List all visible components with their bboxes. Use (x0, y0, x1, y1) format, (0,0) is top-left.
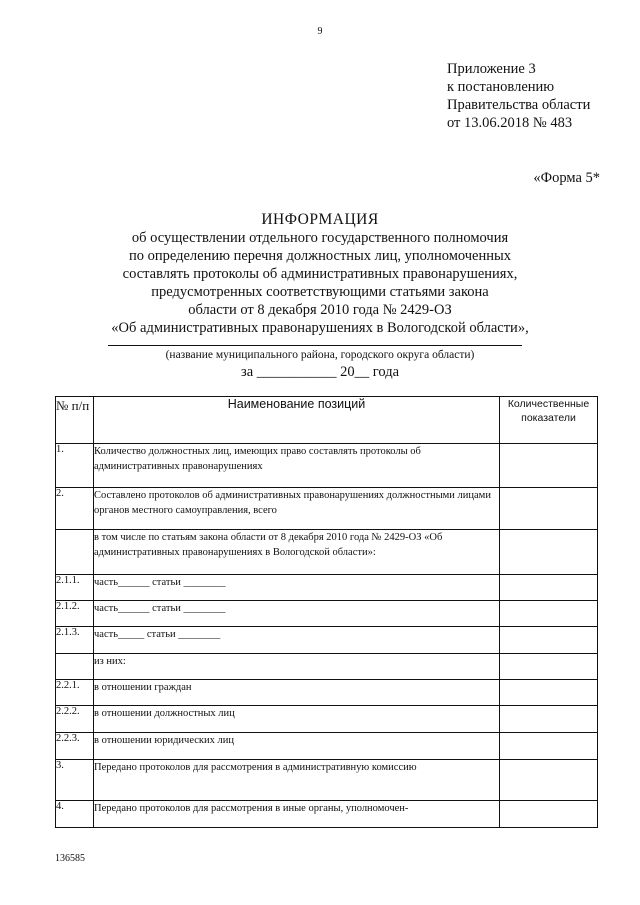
row-number: 2.2.3. (56, 733, 94, 760)
row-text: Передано протоколов для рассмотрения в административную комиссию (94, 760, 500, 801)
positions-table (55, 396, 598, 828)
page-number: 9 (317, 26, 323, 37)
row-text: в том числе по статьям закона области от 8 декабря 2010 года № 2429-ОЗ «Об административных правонарушениях в Вологодской области»: (94, 530, 500, 575)
row-text: часть______ статьи ________ (94, 603, 226, 614)
row-text: Составлено протоколов об административных правонарушениях должностными лицами органов местного самоуправления, всего (94, 488, 500, 530)
row-number: 4. (56, 801, 94, 828)
title-line: составлять протоколы об административных правонарушениях, (122, 266, 518, 282)
document-title (0, 211, 640, 337)
title-line: области от 8 декабря 2010 года № 2429-ОЗ (188, 302, 452, 318)
appendix-line: к постановлению (447, 79, 555, 95)
table-row (56, 801, 598, 828)
row-value-cell (500, 654, 598, 680)
row-value-cell (500, 530, 598, 575)
title-line: предусмотренных соответствующими статьями закона (151, 284, 489, 300)
header-positions: Наименование позиций (94, 397, 500, 444)
row-text: из них: (94, 654, 500, 680)
table-row (56, 444, 598, 488)
title-heading: ИНФОРМАЦИЯ (261, 211, 379, 228)
row-number: 1. (56, 444, 94, 488)
row-text: в отношении должностных лиц (94, 706, 500, 733)
row-text: Передано протоколов для рассмотрения в иные органы, уполномочен- (94, 801, 500, 828)
row-value-cell (500, 488, 598, 530)
appendix-block (447, 60, 590, 132)
row-number (56, 654, 94, 680)
row-text: Количество должностных лиц, имеющих право составлять протоколы об административных правонарушениях (94, 444, 500, 488)
row-value-cell (500, 706, 598, 733)
title-line: об осуществлении отдельного государственного полномочия (131, 230, 509, 246)
row-value-cell (500, 444, 598, 488)
title-line: «Об административных правонарушениях в Вологодской области», (111, 320, 529, 336)
header-number: № п/п (56, 397, 94, 444)
municipality-name-line (108, 345, 522, 346)
header-values: Количественные показатели (500, 397, 598, 444)
table-row (56, 488, 598, 530)
appendix-line: Приложение 3 (447, 61, 536, 77)
table-row (56, 654, 598, 680)
row-value-cell (500, 760, 598, 801)
form-label: «Форма 5* (533, 170, 600, 186)
row-value-cell (500, 627, 598, 654)
appendix-line: от 13.06.2018 № 483 (447, 115, 573, 131)
row-text: часть______ статьи ________ (94, 577, 226, 588)
row-text: в отношении юридических лиц (94, 733, 500, 760)
table-row (56, 760, 598, 801)
title-line: по определению перечня должностных лиц, уполномоченных (128, 248, 511, 264)
row-value-cell (500, 801, 598, 828)
table-row (56, 680, 598, 706)
row-value-cell (500, 601, 598, 627)
table-row (56, 530, 598, 575)
row-text: часть_____ статьи ________ (94, 629, 221, 640)
row-value-cell (500, 733, 598, 760)
row-number: 2.1.2. (56, 601, 94, 627)
table-row (56, 733, 598, 760)
row-number: 2.2.1. (56, 680, 94, 706)
table-row (56, 627, 598, 654)
row-number: 2.2.2. (56, 706, 94, 733)
document-code: 136585 (55, 853, 85, 864)
appendix-line: Правительства области (447, 97, 591, 113)
row-number: 2.1.1. (56, 575, 94, 601)
table-header-row (56, 397, 598, 444)
municipality-name-caption: (название муниципального района, городского округа области) (165, 349, 475, 361)
row-text: в отношении граждан (94, 680, 500, 706)
row-value-cell (500, 575, 598, 601)
table-row (56, 575, 598, 601)
table-row (56, 601, 598, 627)
row-text-cell (94, 575, 500, 601)
table-row (56, 706, 598, 733)
row-value-cell (500, 680, 598, 706)
row-number: 2.1.3. (56, 627, 94, 654)
row-number: 2. (56, 488, 94, 530)
row-number (56, 530, 94, 575)
row-text-cell (94, 627, 500, 654)
reporting-period: за ___________ 20__ года (240, 364, 400, 380)
row-text-cell (94, 601, 500, 627)
row-number: 3. (56, 760, 94, 801)
